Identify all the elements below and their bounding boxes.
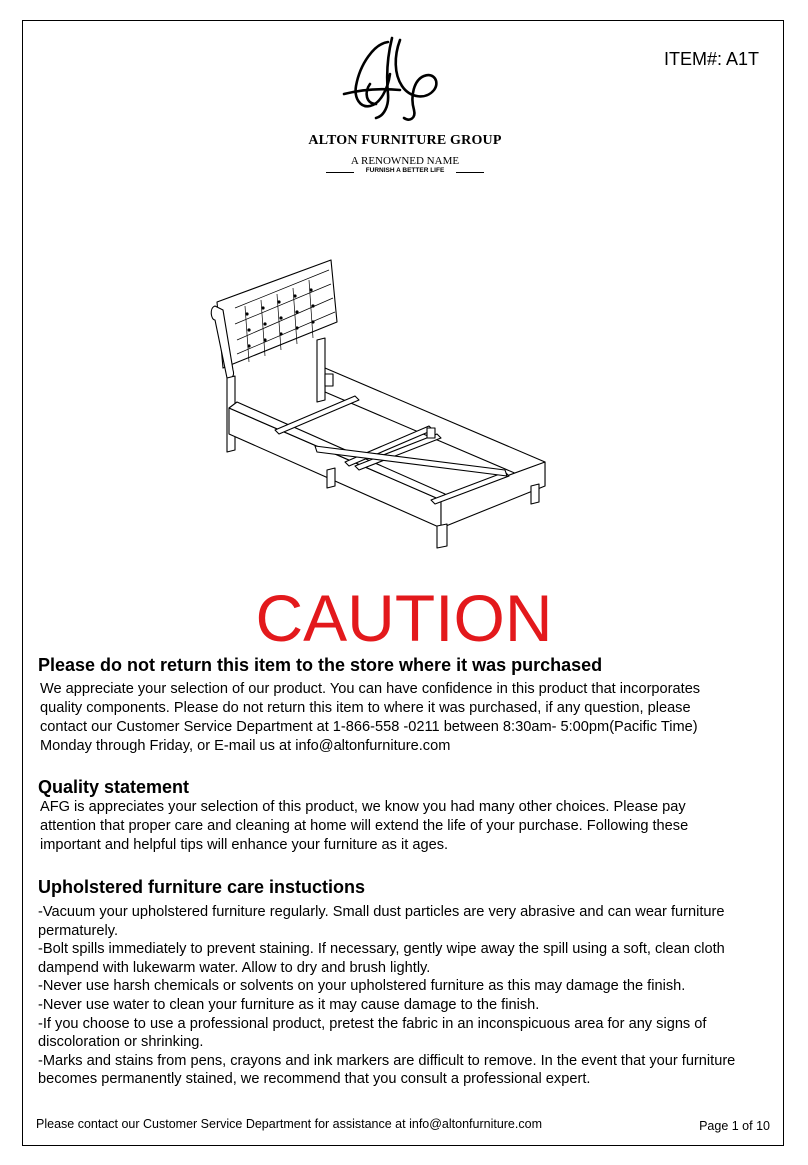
care-list [38, 903, 773, 1089]
tagline-1: A RENOWNED NAME [350, 155, 460, 167]
care-item: -Never use water to clean your furniture as it may cause damage to the finish. [38, 996, 540, 1013]
return-line: contact our Customer Service Department at 1-866-558 -0211 between 8:30am- 5:00pm(Pacific Time) [40, 719, 698, 735]
brand-name: ALTON FURNITURE GROUP [308, 133, 502, 148]
afg-logo [330, 34, 460, 124]
care-item: -Vacuum your upholstered furniture regularly. Small dust particles are very abrasive and can wear furniture permaturely. [38, 904, 725, 939]
quality-line: important and helpful tips will enhance your furniture as it ages. [40, 837, 449, 853]
quality-line: attention that proper care and cleaning at home will extend the life of your purchase. Following these [40, 818, 689, 834]
quality-heading: Quality statement [38, 777, 190, 797]
return-heading: Please do not return this item to the store where it was purchased [38, 655, 603, 675]
quality-line: AFG is appreciates your selection of this product, we know you had many other choices. Please pay [40, 799, 686, 815]
bed-illustration [205, 250, 565, 560]
tagline-2: FURNISH A BETTER LIFE [365, 167, 445, 174]
return-paragraph [40, 680, 775, 756]
return-line: quality components. Please do not return this item to where it was purchased, if any question, please [40, 700, 691, 716]
care-item: -Marks and stains from pens, crayons and ink markers are difficult to remove. In the event that your furniture becomes permanently stained, we recommend that you consult a professional expert. [38, 1052, 736, 1088]
care-heading: Upholstered furniture care instuctions [38, 877, 366, 897]
care-item: -Bolt spills immediately to prevent staining. If necessary, gently wipe away the spill using a soft, clean cloth dampend with lukewarm water. Allow to dry and brush lightly. [38, 941, 725, 976]
caution-heading: CAUTION [255, 581, 553, 655]
return-line: Monday through Friday, or E-mail us at info@altonfurniture.com [40, 738, 451, 754]
quality-paragraph [40, 798, 775, 855]
care-item: -If you choose to use a professional product, pretest the fabric in an inconspicuous area for any signs of discoloration or shrinking. [38, 1015, 707, 1051]
logo-monogram: AF [330, 34, 332, 35]
footer-contact: Please contact our Customer Service Department for assistance at info@altonfurniture.com [36, 1117, 542, 1131]
item-number: ITEM#: A1T [664, 49, 760, 69]
return-line: We appreciate your selection of our product. You can have confidence in this product that incorporates [40, 681, 701, 697]
care-item: -Never use harsh chemicals or solvents on your upholstered furniture as this may damage the finish. [38, 978, 686, 995]
page-number: Page 1 of 10 [699, 1119, 770, 1133]
tagline-rule-right [456, 172, 484, 173]
